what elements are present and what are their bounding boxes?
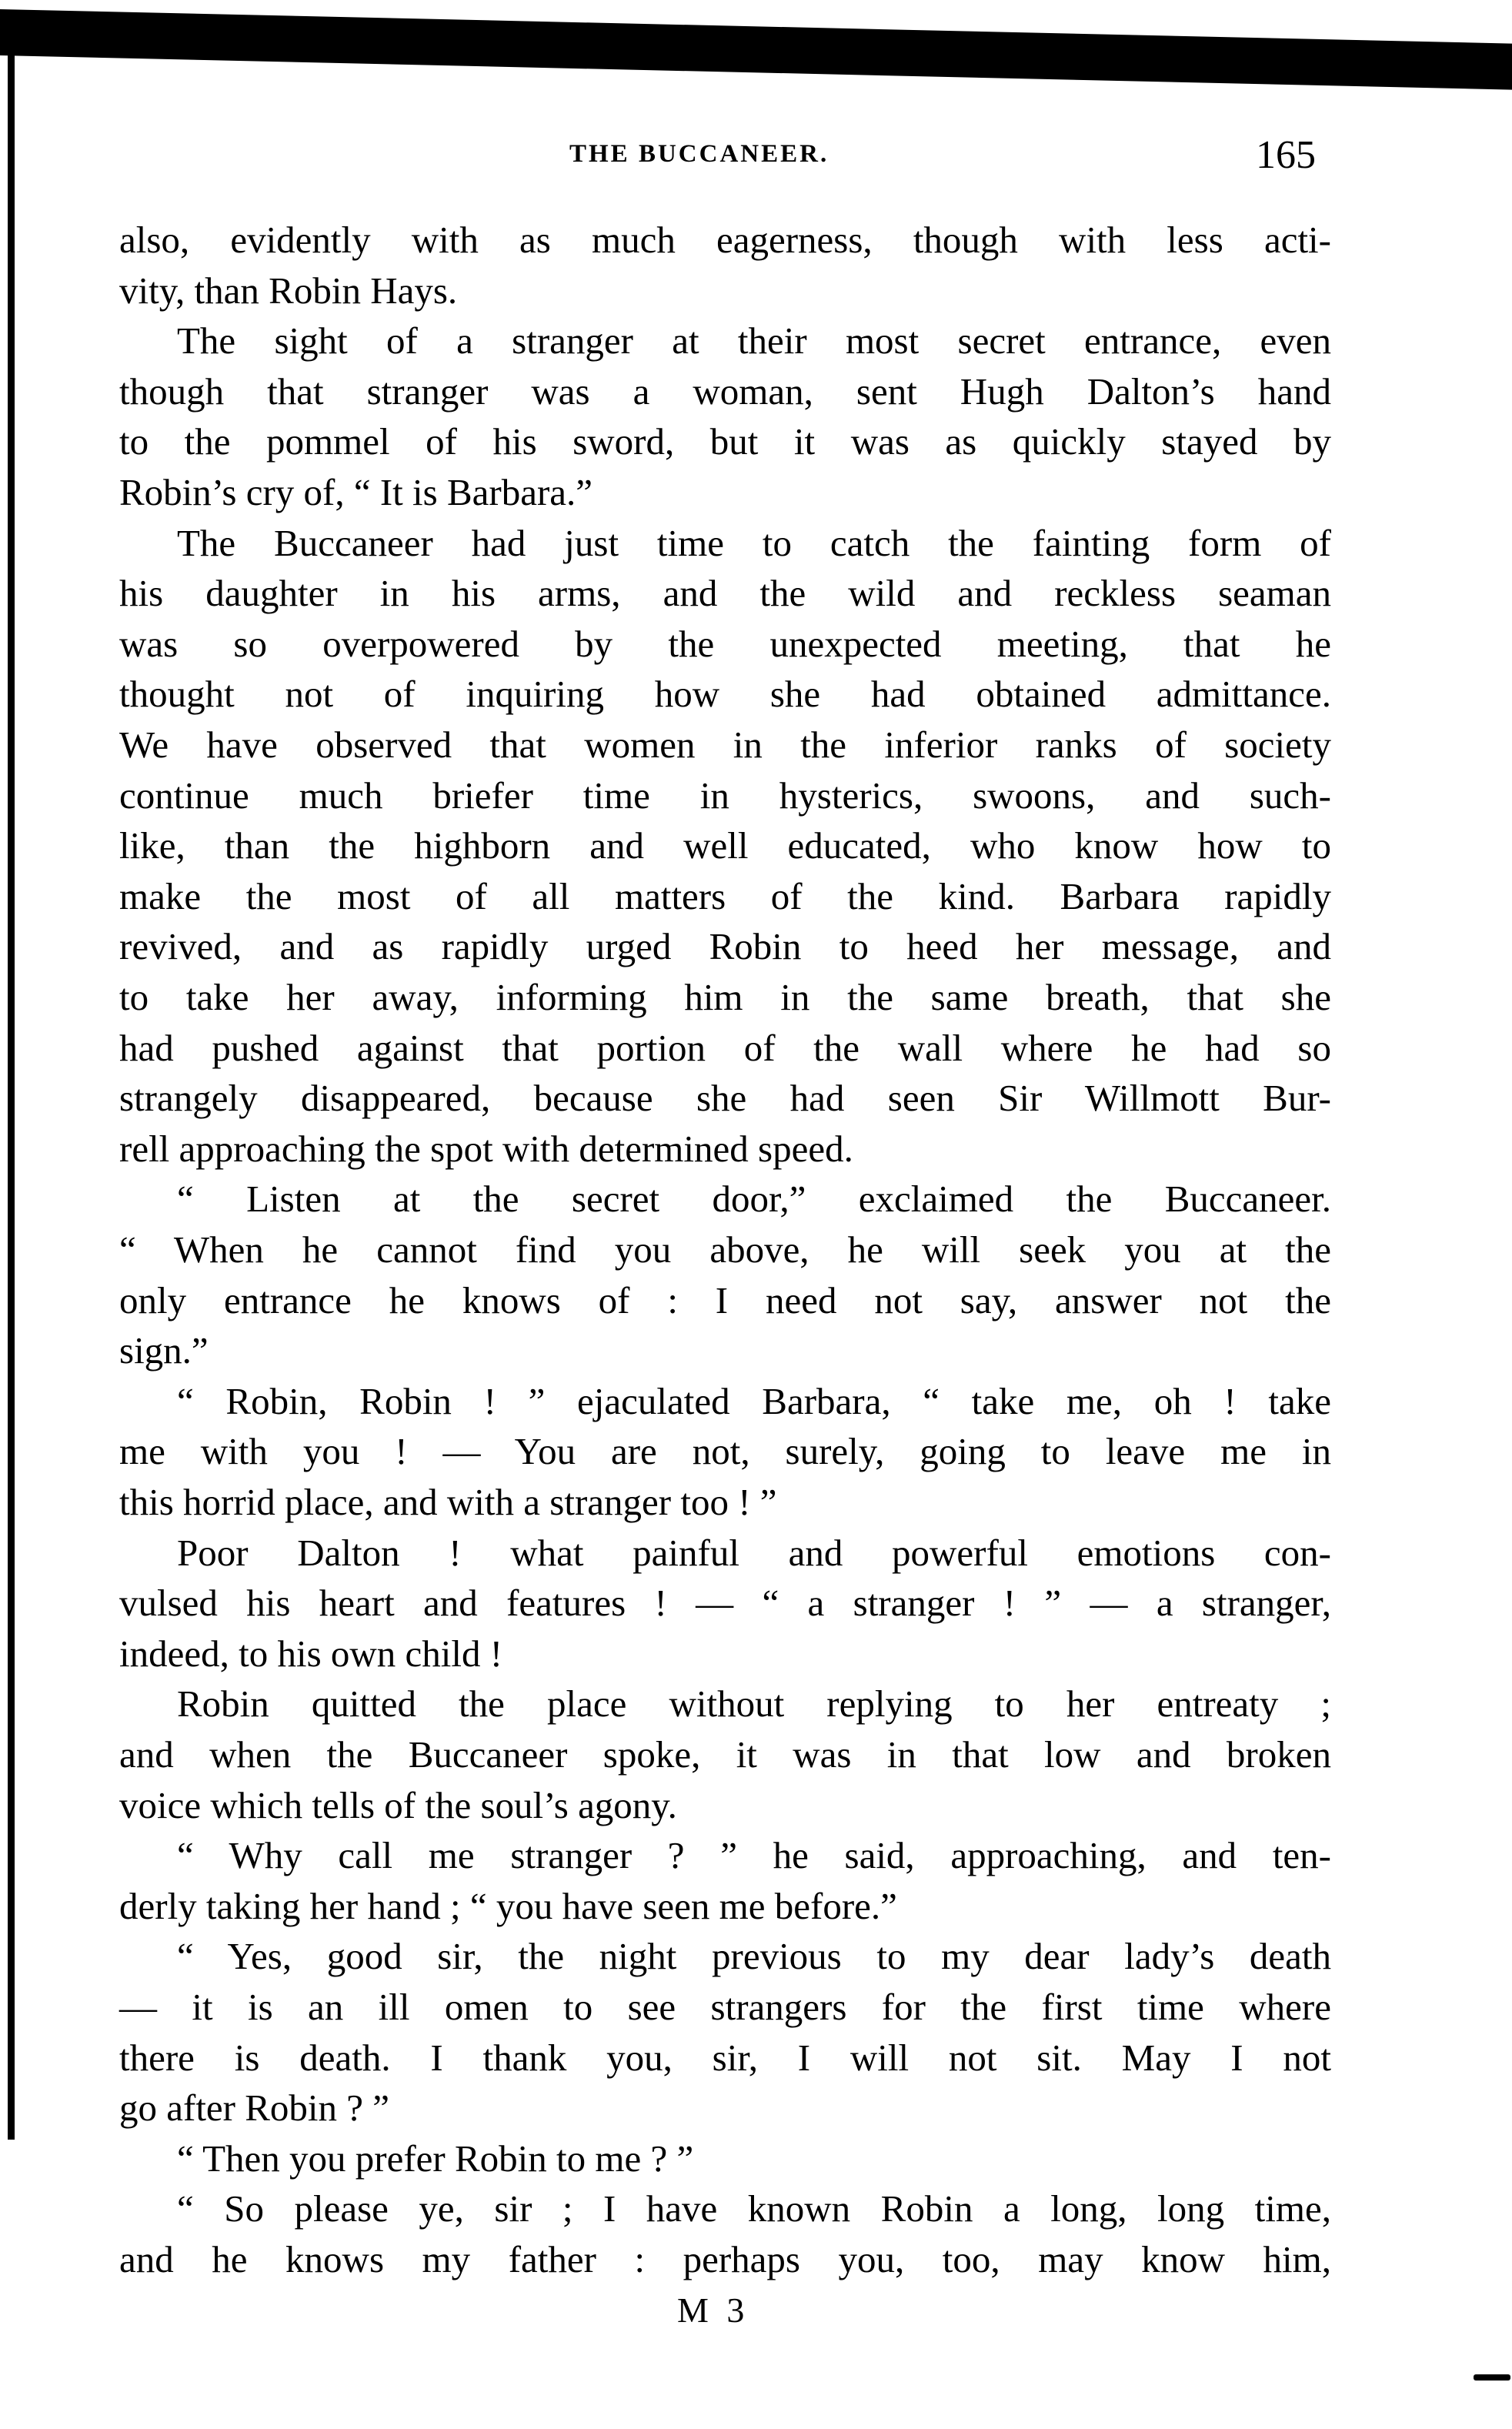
text-line: there is death. I thank you, sir, I will not sit. May I not xyxy=(119,2036,1331,2079)
text-line: The sight of a stranger at their most secret entrance, even xyxy=(177,319,1331,362)
text-line: “ Listen at the secret door,” exclaimed the Buccaneer. xyxy=(177,1178,1331,1220)
text-line: only entrance he knows of : I need not say, answer not the xyxy=(119,1279,1331,1321)
text-line: though that stranger was a woman, sent Hugh Dalton’s hand xyxy=(119,370,1331,413)
text-line: derly taking her hand ; “ you have seen me before.” xyxy=(119,1885,897,1927)
text-line: me with you ! — You are not, surely, going to leave me in xyxy=(119,1430,1331,1472)
text-line: Poor Dalton ! what painful and powerful emotions con- xyxy=(177,1532,1331,1574)
text-line: strangely disappeared, because she had seen Sir Willmott Bur- xyxy=(119,1077,1331,1119)
text-line: vity, than Robin Hays. xyxy=(119,269,458,312)
text-line: and when the Buccaneer spoke, it was in that low and broken xyxy=(119,1733,1331,1776)
text-line: “ When he cannot find you above, he will seek you at the xyxy=(119,1228,1331,1271)
text-line: his daughter in his arms, and the wild and reckless seaman xyxy=(119,572,1331,614)
text-line: rell approaching the spot with determined speed. xyxy=(119,1128,853,1170)
text-line: like, than the highborn and well educated, who know how to xyxy=(119,824,1331,867)
text-line: had pushed against that portion of the wall where he had so xyxy=(119,1027,1331,1069)
text-line: this horrid place, and with a stranger too ! ” xyxy=(119,1481,777,1523)
scan-left-edge-rule xyxy=(8,31,15,2140)
text-line: was so overpowered by the unexpected meeting, that he xyxy=(119,623,1331,665)
text-line: “ Robin, Robin ! ” ejaculated Barbara, “ take me, oh ! take xyxy=(177,1380,1331,1422)
scan-speck xyxy=(1474,2374,1510,2381)
signature-mark: M 3 xyxy=(677,2290,749,2330)
text-line: vulsed his heart and features ! — “ a stranger ! ” — a stranger, xyxy=(119,1582,1331,1624)
text-line: “ Why call me stranger ? ” he said, approaching, and ten- xyxy=(177,1834,1331,1876)
text-line: to the pommel of his sword, but it was as quickly stayed by xyxy=(119,420,1331,463)
text-line: “ So please ye, sir ; I have known Robin a long, long time, xyxy=(177,2187,1331,2230)
text-line: “ Yes, good sir, the night previous to my dear lady’s death xyxy=(177,1935,1331,1977)
running-title: THE BUCCANEER. xyxy=(569,140,829,168)
text-line: “ Then you prefer Robin to me ? ” xyxy=(177,2137,694,2180)
text-line: The Buccaneer had just time to catch the fainting form of xyxy=(177,522,1331,564)
text-line: also, evidently with as much eagerness, though with less acti- xyxy=(119,219,1331,261)
text-line: and he knows my father : perhaps you, too, may know him, xyxy=(119,2238,1331,2280)
text-line: thought not of inquiring how she had obtained admittance. xyxy=(119,673,1331,715)
page-header xyxy=(0,132,1512,179)
text-line: to take her away, informing him in the same breath, that she xyxy=(119,976,1331,1018)
scan-top-edge-band xyxy=(0,9,1512,90)
text-line: Robin quitted the place without replying to her entreaty ; xyxy=(177,1682,1331,1725)
text-line: revived, and as rapidly urged Robin to heed her message, and xyxy=(119,925,1331,967)
text-line: — it is an ill omen to see strangers for the first time where xyxy=(119,1986,1331,2028)
text-line: sign.” xyxy=(119,1329,209,1372)
text-line: Robin’s cry of, “ It is Barbara.” xyxy=(119,471,593,513)
page-number: 165 xyxy=(1256,133,1316,177)
text-line: voice which tells of the soul’s agony. xyxy=(119,1784,677,1826)
text-line: We have observed that women in the inferior ranks of society xyxy=(119,723,1331,766)
text-line: indeed, to his own child ! xyxy=(119,1632,503,1675)
text-line: make the most of all matters of the kind. Barbara rapidly xyxy=(119,875,1331,917)
text-line: continue much briefer time in hysterics, swoons, and such- xyxy=(119,774,1331,817)
text-line: go after Robin ? ” xyxy=(119,2087,390,2129)
